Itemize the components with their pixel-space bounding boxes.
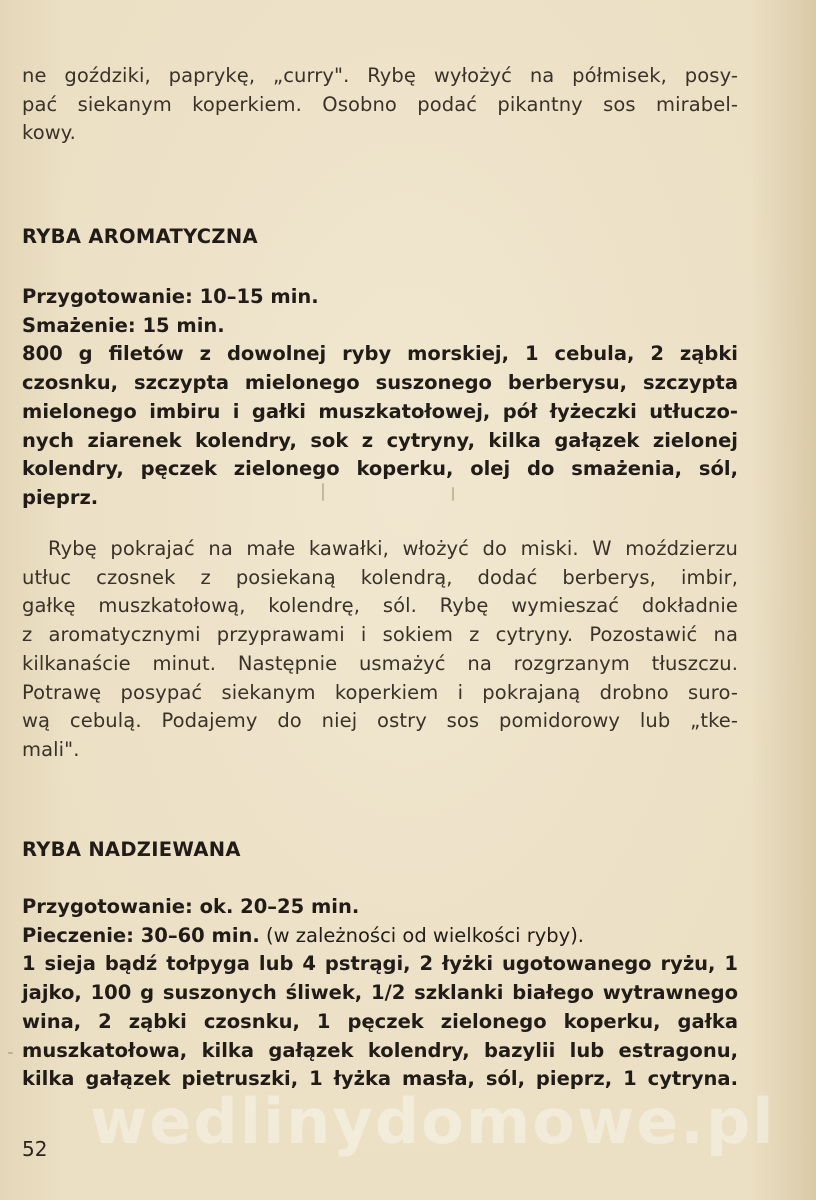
method-line: kilkanaście minut. Następnie usmażyć na rozgrzanym tłuszczu.	[22, 651, 738, 675]
prep-time: Przygotowanie: 10–15 min.	[22, 285, 319, 308]
method-line: z aromatycznymi przyprawami i sokiem z cytryny. Pozostawić na	[22, 623, 738, 647]
ingredient-line: kolendry, pęczek zielonego koperku, olej do smażenia, sól,	[22, 457, 738, 481]
recipe-title: RYBA NADZIEWANA	[22, 838, 241, 861]
recipe-ingredients-block	[22, 283, 738, 513]
intro-line: kowy.	[22, 121, 76, 145]
prep-time: Przygotowanie: ok. 20–25 min.	[22, 895, 360, 918]
page-number: 52	[22, 1137, 48, 1161]
method-line: wą cebulą. Podajemy do niej ostry sos pomidorowy lub „tke-	[22, 709, 738, 733]
scan-speck	[452, 487, 454, 501]
ingredient-line: kilka gałązek pietruszki, 1 łyżka masła, sól, pieprz, 1 cytryna.	[22, 1067, 738, 1091]
method-line: mali".	[22, 737, 80, 761]
method-line: utłuc czosnek z posiekaną kolendrą, dodać berberys, imbir,	[22, 565, 738, 589]
ingredient-line: muszkatołowa, kilka gałązek kolendry, bazylii lub estragonu,	[22, 1038, 738, 1062]
ingredient-line: nych ziarenek kolendry, sok z cytryny, kilka gałązek zielonej	[22, 428, 738, 452]
watermark: wedlinydomowe.pl	[90, 1085, 776, 1158]
cook-time-note: (w zależności od wielkości ryby).	[259, 923, 584, 947]
scan-speck	[8, 1052, 13, 1054]
cook-time-label: Pieczenie: 30–60 min.	[22, 923, 260, 947]
method-line: Rybę pokrajać na małe kawałki, włożyć do miski. W moździerzu	[48, 537, 738, 560]
intro-line: pać siekanym koperkiem. Osobno podać pikantny sos mirabel-	[22, 92, 738, 116]
method-line: gałkę muszkatołową, kolendrę, sól. Rybę wymieszać dokładnie	[22, 594, 738, 618]
cook-time: Smażenie: 15 min.	[22, 313, 225, 337]
scan-speck	[322, 483, 324, 501]
recipe-title: RYBA AROMATYCZNA	[22, 225, 258, 248]
cook-time	[22, 922, 738, 951]
ingredient-line: 800 g filetów z dowolnej ryby morskiej, 1 cebula, 2 ząbki	[22, 342, 738, 366]
method-line: Potrawę posypać siekanym koperkiem i pokrajaną drobno suro-	[22, 680, 738, 704]
recipe-ingredients-block	[22, 893, 738, 1094]
ingredient-line: czosnku, szczypta mielonego suszonego berberysu, szczypta	[22, 371, 738, 395]
recipe-method	[22, 535, 738, 765]
ingredient-line: pieprz.	[22, 485, 99, 509]
ingredient-line: 1 sieja bądź tołpyga lub 4 pstrągi, 2 łyżki ugotowanego ryżu, 1	[22, 952, 738, 976]
ingredient-line: wina, 2 ząbki czosnku, 1 pęczek zielonego koperku, gałka	[22, 1009, 738, 1033]
intro-paragraph	[22, 62, 738, 148]
intro-line: ne goździki, paprykę, „curry". Rybę wyłożyć na półmisek, posy-	[22, 64, 738, 87]
ingredient-line: jajko, 100 g suszonych śliwek, 1/2 szklanki białego wytrawnego	[22, 981, 738, 1005]
ingredient-line: mielonego imbiru i gałki muszkatołowej, pół łyżeczki utłuczo-	[22, 399, 738, 423]
